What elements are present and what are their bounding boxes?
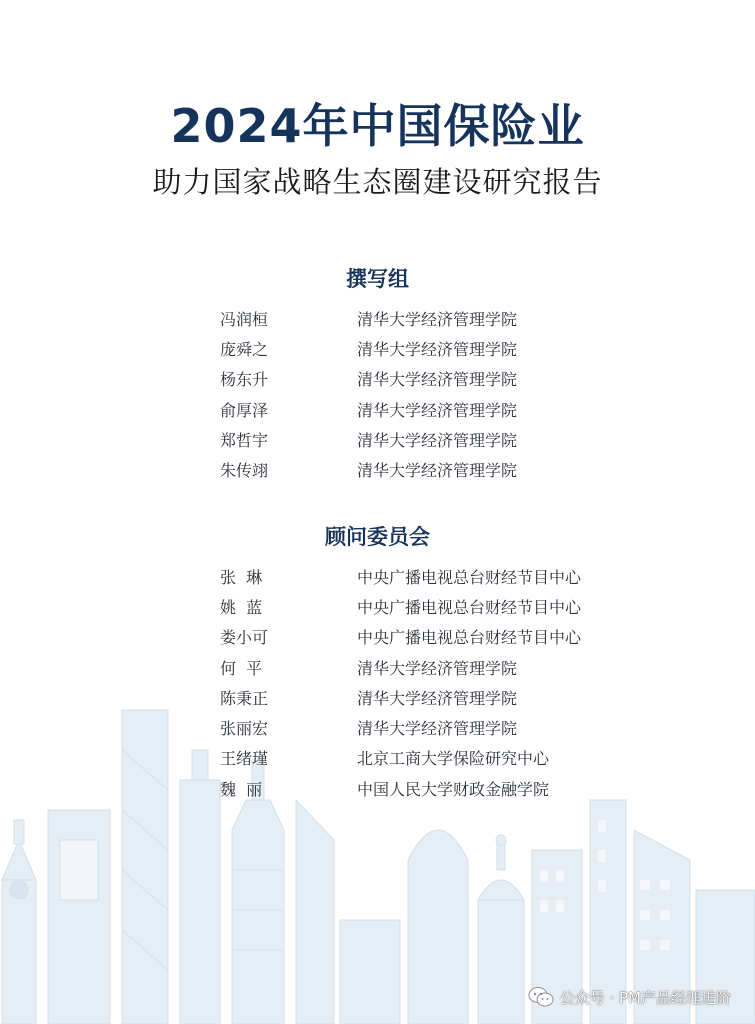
writing-group-list xyxy=(220,303,640,485)
writing-group-member xyxy=(220,454,640,484)
member-name: 郑哲宇 xyxy=(220,430,269,450)
wechat-watermark xyxy=(528,986,731,1008)
member-org: 清华大学经济管理学院 xyxy=(357,430,518,450)
advisory-committee-member xyxy=(220,591,640,621)
member-name: 张 琳 xyxy=(220,567,263,587)
member-name: 陈秉正 xyxy=(220,688,269,708)
member-org: 清华大学经济管理学院 xyxy=(357,461,518,481)
member-org: 清华大学经济管理学院 xyxy=(357,400,518,420)
member-org: 清华大学经济管理学院 xyxy=(357,688,518,708)
member-name: 姚 蓝 xyxy=(220,597,263,617)
advisory-committee-member xyxy=(220,652,640,682)
watermark-text: 公众号 · PM产品经理进阶 xyxy=(559,988,731,1007)
member-org: 中央广播电视总台财经节目中心 xyxy=(357,567,582,587)
writing-group-member xyxy=(220,303,640,333)
advisory-committee-member xyxy=(220,743,640,773)
advisory-committee-member xyxy=(220,622,640,652)
member-name: 魏 丽 xyxy=(220,779,263,799)
member-org: 清华大学经济管理学院 xyxy=(357,719,518,739)
member-name: 庞舜之 xyxy=(220,339,269,359)
advisory-committee-heading: 顾问委员会 xyxy=(325,525,430,549)
member-name: 杨东升 xyxy=(220,370,269,390)
advisory-committee-list xyxy=(220,561,640,803)
writing-group-heading: 撰写组 xyxy=(346,267,409,291)
member-name: 张丽宏 xyxy=(220,719,269,739)
advisory-committee-member xyxy=(220,712,640,742)
writing-group-member xyxy=(220,394,640,424)
member-org: 清华大学经济管理学院 xyxy=(357,309,518,329)
member-name: 俞厚泽 xyxy=(220,400,269,420)
member-org: 中央广播电视总台财经节目中心 xyxy=(357,628,582,648)
advisory-committee-member xyxy=(220,682,640,712)
member-name: 朱传翊 xyxy=(220,461,269,481)
member-org: 清华大学经济管理学院 xyxy=(357,339,518,359)
advisory-committee-member xyxy=(220,773,640,803)
member-org: 清华大学经济管理学院 xyxy=(357,658,518,678)
writing-group-member xyxy=(220,333,640,363)
advisory-committee-member xyxy=(220,561,640,591)
member-org: 北京工商大学保险研究中心 xyxy=(357,749,550,769)
member-org: 清华大学经济管理学院 xyxy=(357,370,518,390)
member-name: 冯润桓 xyxy=(220,309,269,329)
report-title: 2024年中国保险业 xyxy=(170,99,585,153)
member-name: 王绪瑾 xyxy=(220,749,269,769)
report-subtitle: 助力国家战略生态圈建设研究报告 xyxy=(152,165,603,199)
member-org: 中国人民大学财政金融学院 xyxy=(357,779,550,799)
member-name: 娄小可 xyxy=(220,628,269,648)
member-org: 中央广播电视总台财经节目中心 xyxy=(357,597,582,617)
writing-group-member xyxy=(220,364,640,394)
wechat-icon xyxy=(528,986,554,1008)
member-name: 何 平 xyxy=(220,658,263,678)
writing-group-member xyxy=(220,424,640,454)
